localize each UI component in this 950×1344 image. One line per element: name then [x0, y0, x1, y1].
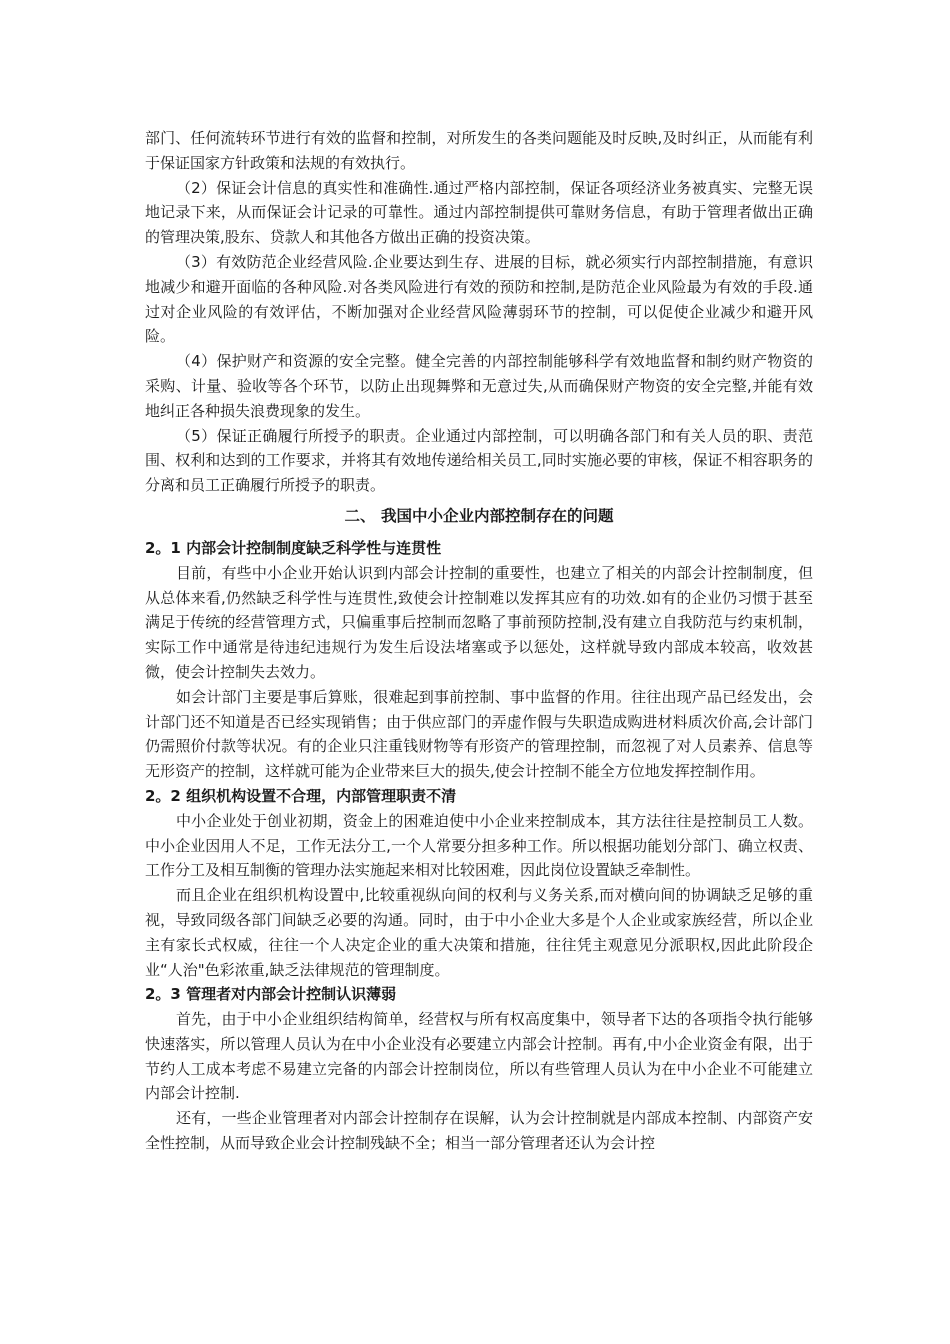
section-title: 二、 我国中小企业内部控制存在的问题: [344, 506, 614, 525]
paragraph-2-2-b: 而且企业在组织机构设置中,比较重视纵向间的权利与义务关系,而对横向间的协调缺乏足够的重视，导致同级各部门间缺乏必要的沟通。同时，由于中小企业大多是个人企业或家族经营，所以企业主有家长式权威，往往一个人决定企业的重大决策和措施，往往凭主观意见分派职权,因此此阶段企业“人治"色彩浓重,缺乏法律规范的管理制度。: [145, 886, 813, 979]
subsection-heading-2-1: 2。1 内部会计控制制度缺乏科学性与连贯性: [145, 538, 442, 557]
paragraph-item-4: （4）保护财产和资源的安全完整。健全完善的内部控制能够科学有效地监督和制约财产物资的采购、计量、验收等各个环节，以防止出现舞弊和无意过失,从而确保财产物资的安全完整,并能有效地纠正各种损失浪费现象的发生。: [145, 352, 813, 420]
subsection-heading-2-3: 2。3 管理者对内部会计控制认识薄弱: [145, 985, 397, 1004]
subsection-heading-2-2: 2。2 组织机构设置不合理，内部管理职责不清: [145, 786, 457, 805]
paragraph-2-3-a: 首先，由于中小企业组织结构简单，经营权与所有权高度集中，领导者下达的各项指令执行能够快速落实，所以管理人员认为在中小企业没有必要建立内部会计控制。再有,中小企业资金有限，出于节约人工成本考虑不易建立完备的内部会计控制岗位，所以有些管理人员认为在中小企业不可能建立内部会计控制.: [145, 1010, 813, 1103]
paragraph-item-2: （2）保证会计信息的真实性和准确性.通过严格内部控制，保证各项经济业务被真实、完整无误地记录下来，从而保证会计记录的可靠性。通过内部控制提供可靠财务信息，有助于管理者做出正确的管理决策,股东、贷款人和其他各方做出正确的投资决策。: [145, 178, 813, 247]
paragraph-item-3: （3）有效防范企业经营风险.企业要达到生存、进展的目标，就必须实行内部控制措施，有意识地减少和避开面临的各种风险.对各类风险进行有效的预防和控制,是防范企业风险最为有效的手段.通过对企业风险的有效评估，不断加强对企业经营风险薄弱环节的控制，可以促使企业减少和避开风险。: [145, 252, 813, 346]
paragraph-2-3-b: 还有，一些企业管理者对内部会计控制存在误解，认为会计控制就是内部成本控制、内部资产安全性控制，从而导致企业会计控制残缺不全；相当一部分管理者还认为会计控: [145, 1109, 813, 1153]
paragraph-2-2-a: 中小企业处于创业初期，资金上的困难迫使中小企业来控制成本，其方法往往是控制员工人数。中小企业因用人不足，工作无法分工,一个人常要分担多种工作。所以根据功能划分部门、确立权责、工作分工及相互制衡的管理办法实施起来相对比较困难，因此岗位设置缺乏牵制性。: [145, 811, 813, 880]
paragraph-item-5: （5）保证正确履行所授予的职责。企业通过内部控制，可以明确各部门和有关人员的职、责范围、权利和达到的工作要求，并将其有效地传递给相关员工,同时实施必要的审核，保证不相容职务的分离和员工正确履行所授予的职责。: [145, 426, 813, 495]
paragraph-continuation: 部门、任何流转环节进行有效的监督和控制，对所发生的各类问题能及时反映,及时纠正，从而能有利于保证国家方针政策和法规的有效执行。: [145, 129, 813, 172]
document-page: [145, 126, 813, 1156]
paragraph-2-1-b: 如会计部门主要是事后算账，很难起到事前控制、事中监督的作用。往往出现产品已经发出，会计部门还不知道是否已经实现销售；由于供应部门的弄虚作假与失职造成购进材料质次价高,会计部门仍需照价付款等状况。有的企业只注重钱财物等有形资产的管理控制，而忽视了对人员素养、信息等无形资产的控制，这样就可能为企业带来巨大的损失,使会计控制不能全方位地发挥控制作用。: [145, 687, 813, 781]
paragraph-2-1-a: 目前，有些中小企业开始认识到内部会计控制的重要性，也建立了相关的内部会计控制制度，但从总体来看,仍然缺乏科学性与连贯性,致使会计控制难以发挥其应有的功效.如有的企业仍习惯于甚至满足于传统的经营管理方式，只偏重事后控制而忽略了事前预防控制,没有建立自我防范与约束机制，实际工作中通常是待违纪违规行为发生后设法堵塞或予以惩处，这样就导致内部成本较高，收效甚微，使会计控制失去效力。: [145, 563, 813, 681]
